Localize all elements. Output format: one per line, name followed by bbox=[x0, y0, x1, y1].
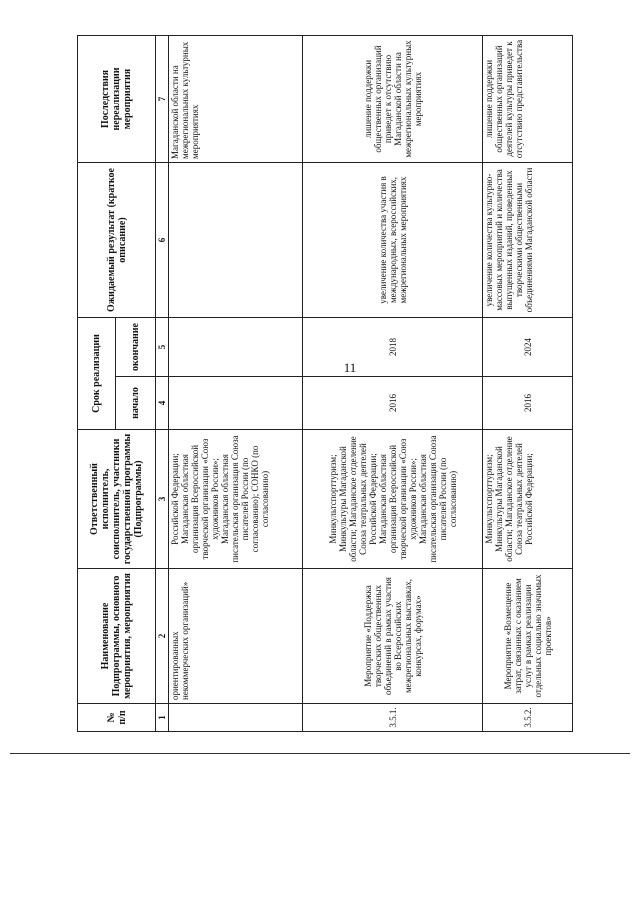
col-number-2: 2 bbox=[156, 569, 169, 704]
col-number-7: 7 bbox=[156, 36, 169, 163]
col-number-5: 5 bbox=[156, 318, 169, 377]
table-row bbox=[303, 36, 483, 732]
row-number bbox=[169, 704, 303, 732]
header-period: Срок реализации bbox=[78, 318, 116, 430]
row-name: Мероприятие «Поддержка творческих общественных объединений в рамках участия во Всероссийских межрегиональных выставках, конкурсах, форумах» bbox=[303, 569, 483, 704]
row-executors: Минкультспорттуризм; Минкультуры Магаданской области; Магаданское отделение Союза театральных деятелей Российской Федерации; bbox=[483, 430, 573, 569]
row-end: 2018 bbox=[303, 318, 483, 377]
row-result: увеличение количества культурно-массовых мероприятий и количества выпущенных изданий, проведенных творческими общественными объединениями Магаданской области bbox=[483, 163, 573, 318]
row-start bbox=[169, 377, 303, 430]
page-number: 11 bbox=[343, 360, 357, 375]
table-row bbox=[483, 36, 573, 732]
row-consequence: лишение поддержки общественных организаций приведет к отсутствию Магаданской области на межрегиональных культурных мероприятиях bbox=[303, 36, 483, 163]
table-row bbox=[169, 36, 303, 732]
row-consequence: Магаданской области на межрегиональных культурных мероприятиях bbox=[169, 36, 303, 163]
row-name: Мероприятие «Возмещение затрат, связанных с оказанием услуг в рамках реализации отдельных социально значимых проектов» bbox=[483, 569, 573, 704]
row-number: 3.5.1. bbox=[303, 704, 483, 732]
header-end: окончание bbox=[116, 318, 156, 377]
header-number: № п/п bbox=[78, 704, 156, 732]
row-end bbox=[169, 318, 303, 377]
row-name: ориентированных некоммерческих организаций» bbox=[169, 569, 303, 704]
row-start: 2016 bbox=[303, 377, 483, 430]
row-result: увеличение количества участия в международных, всероссийских, межрегиональных мероприятиях bbox=[303, 163, 483, 318]
row-result bbox=[169, 163, 303, 318]
col-number-1: 1 bbox=[156, 704, 169, 732]
row-executors: Минкультспорттуризм; Минкультуры Магаданской области; Магаданское отделение Союза театральных деятелей Российской Федерации; Магаданская областная организация Всероссийской творческой организации «Союз художников России»; Магаданская областная писательская организация Союза писателей России (по согласованию) bbox=[303, 430, 483, 569]
col-number-4: 4 bbox=[156, 377, 169, 430]
col-number-3: 3 bbox=[156, 430, 169, 569]
header-result: Ожидаемый результат (краткое описание) bbox=[78, 163, 156, 318]
header-name: Наименование Подпрограммы, основного мероприятия, мероприятия bbox=[78, 569, 156, 704]
page-bottom-rule bbox=[10, 753, 630, 754]
row-executors: Российской Федерации; Магаданская областная организация Всероссийской творческой организации «Союз художников России»; Магаданская областная писательская организация Союза писателей России (по согласованию); СОНКО (по согласованию) bbox=[169, 430, 303, 569]
program-table bbox=[77, 35, 573, 732]
row-end: 2024 bbox=[483, 318, 573, 377]
row-number: 3.5.2. bbox=[483, 704, 573, 732]
row-start: 2016 bbox=[483, 377, 573, 430]
header-executor: Ответственный исполнитель, соисполнитель, участники государственной программы (Подпрограммы) bbox=[78, 430, 156, 569]
header-consequence: Последствия нереализации мероприятия bbox=[78, 36, 156, 163]
header-start: начало bbox=[116, 377, 156, 430]
row-consequence: лишение поддержки общественных организаций деятелей культуры приведет к отсутствию представительства bbox=[483, 36, 573, 163]
col-number-6: 6 bbox=[156, 163, 169, 318]
rotated-table-container bbox=[77, 36, 570, 732]
